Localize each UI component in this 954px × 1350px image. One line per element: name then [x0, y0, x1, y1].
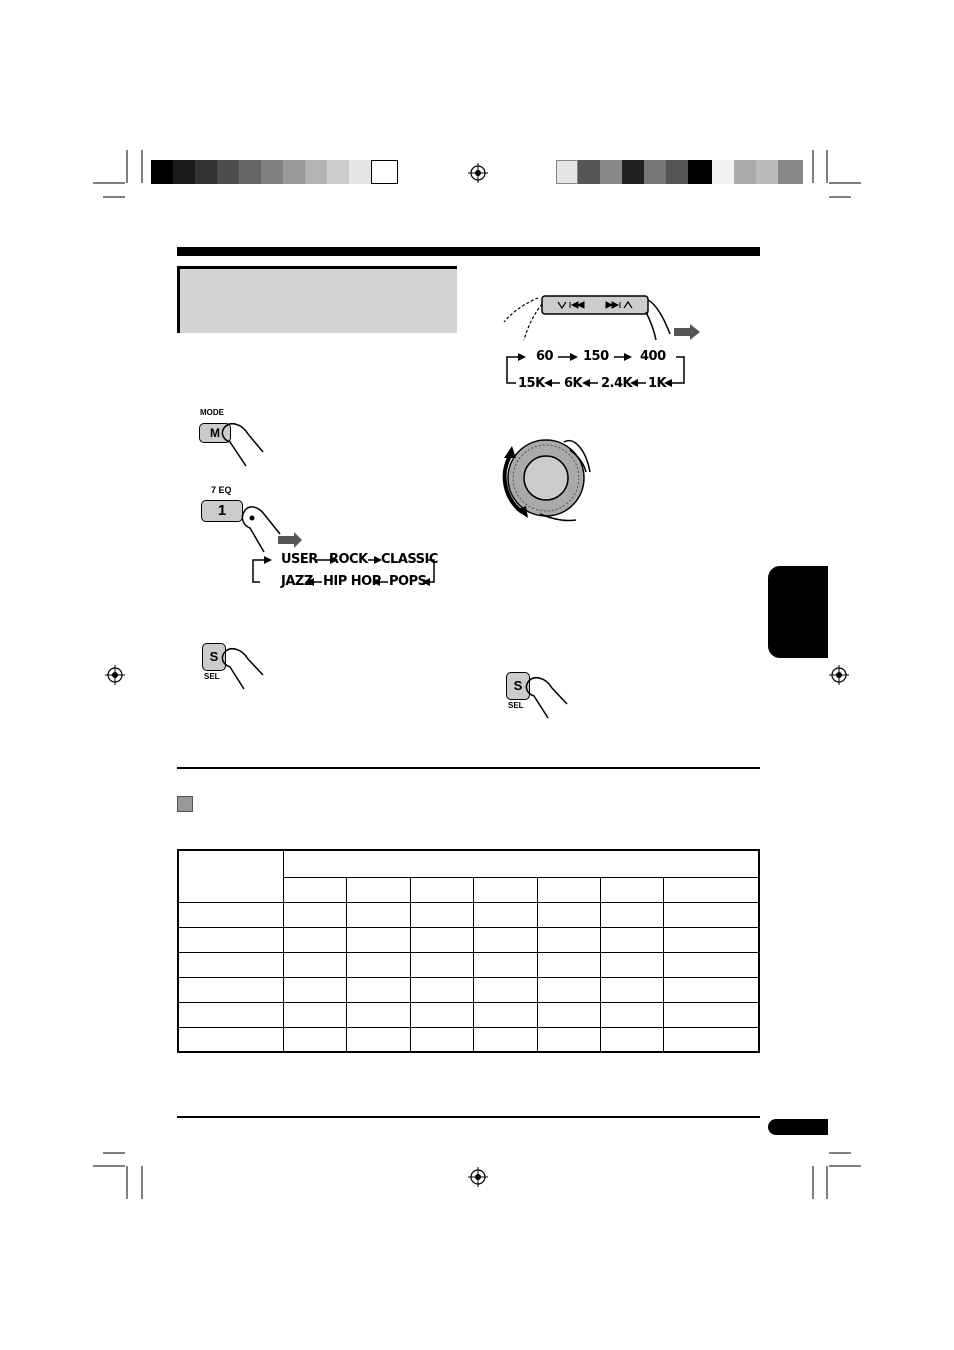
freq-15k: 15K	[518, 376, 545, 391]
finger-icon	[524, 674, 574, 724]
subsection-bullet	[177, 796, 193, 812]
eq-mode-rock: ROCK	[329, 552, 368, 567]
eq-preset-table	[177, 849, 760, 1053]
mode-key: M	[199, 423, 231, 443]
section-title-box	[177, 266, 457, 333]
eq-mode-user: USER	[281, 552, 318, 567]
registration-mark-right	[829, 665, 849, 685]
freq-60: 60	[536, 349, 554, 364]
freq-150: 150	[583, 349, 609, 364]
table-row	[178, 1002, 759, 1027]
freq-6k: 6K	[564, 376, 583, 391]
eq-caption: 7 EQ	[211, 485, 232, 495]
freq-1k: 1K	[648, 376, 667, 391]
eq-key: 1	[201, 500, 243, 522]
sel-key: S	[506, 672, 530, 700]
eq-mode-jazz: JAZZ	[281, 574, 313, 589]
section-divider	[177, 767, 760, 769]
table-row	[178, 902, 759, 927]
control-dial-icon	[500, 432, 600, 524]
table-header-group	[284, 850, 760, 877]
page-number-tab	[768, 1119, 828, 1135]
footer-rule	[177, 1116, 760, 1118]
freq-2-4k: 2.4K	[601, 376, 633, 391]
sel-key: S	[202, 643, 226, 671]
registration-mark-left	[105, 665, 125, 685]
mode-caption: MODE	[200, 408, 224, 417]
side-tab	[768, 566, 828, 658]
eq-mode-hip-hop: HIP HOP	[323, 574, 381, 589]
freq-400: 400	[640, 349, 666, 364]
registration-mark-top	[468, 163, 488, 183]
table-header-corner	[178, 850, 284, 902]
table-row	[178, 977, 759, 1002]
seek-buttons-icon	[498, 290, 718, 350]
eq-mode-classic: CLASSIC	[381, 552, 438, 567]
sel-caption: SEL	[508, 701, 524, 710]
finger-icon	[218, 420, 268, 470]
eq-mode-pops: POPS	[389, 574, 427, 589]
table-row	[178, 952, 759, 977]
table-row	[178, 927, 759, 952]
sel-caption: SEL	[204, 672, 220, 681]
table-row	[178, 1027, 759, 1052]
header-rule	[177, 247, 760, 256]
finger-icon	[220, 645, 270, 695]
